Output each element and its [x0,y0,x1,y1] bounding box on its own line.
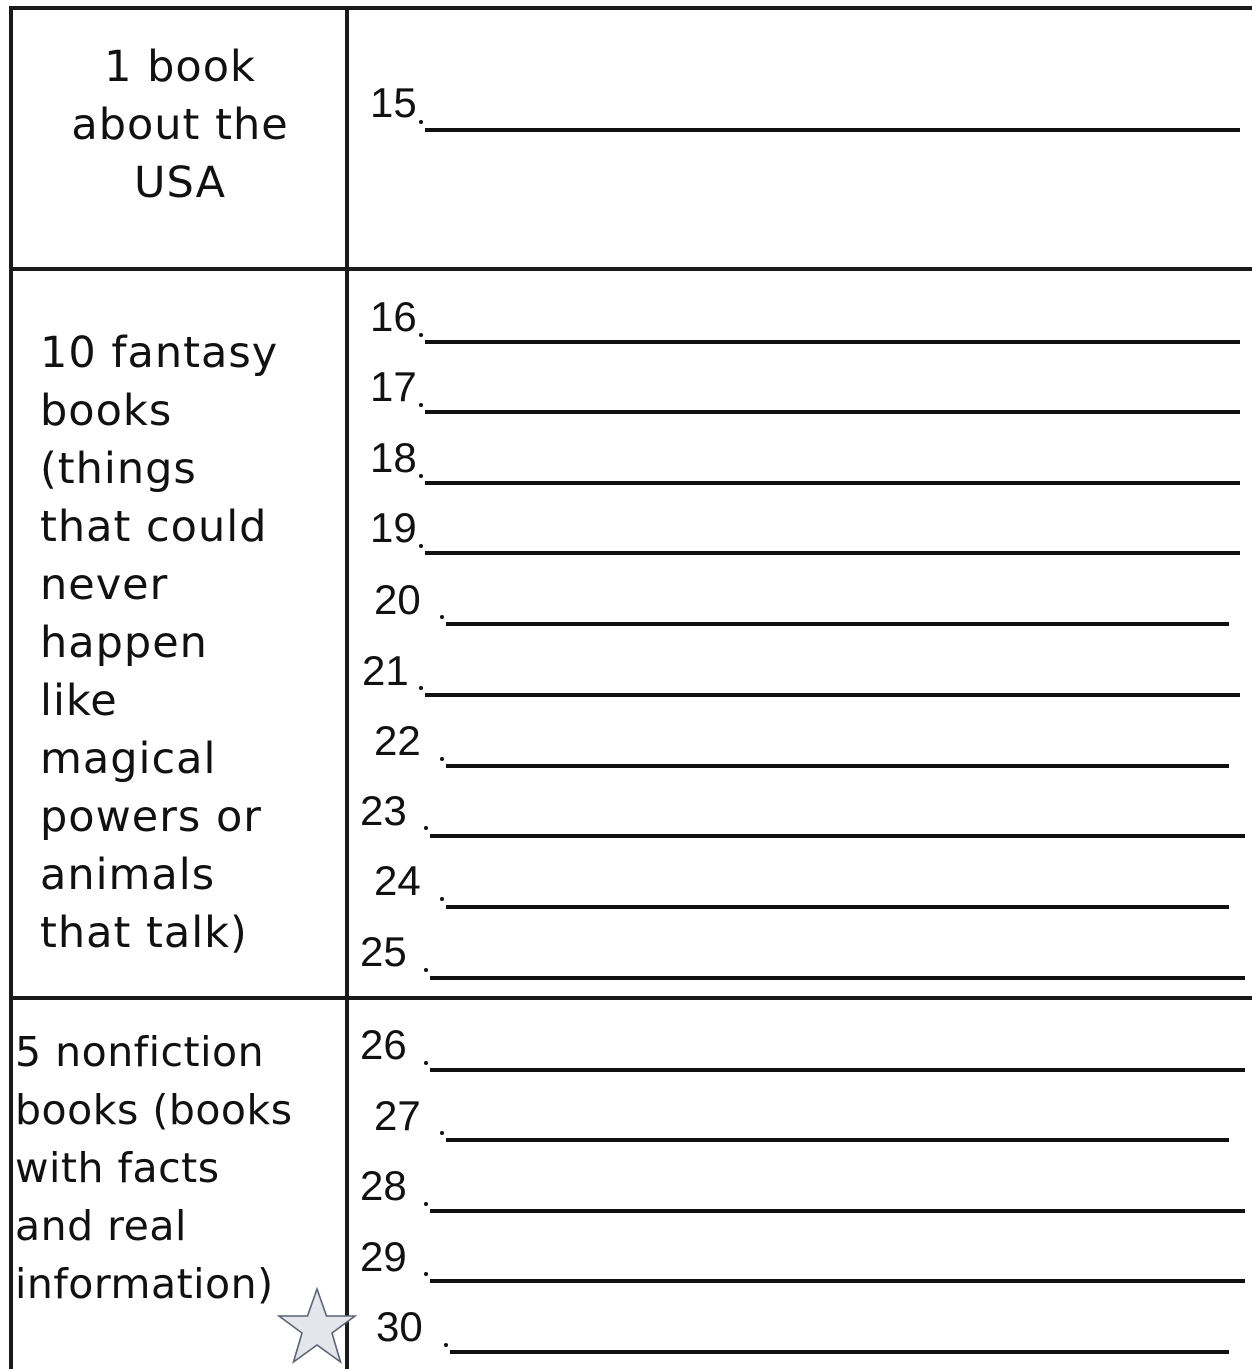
category-fantasy [40,324,340,962]
entry-write-line[interactable] [425,128,1240,132]
entry-write-line[interactable] [446,622,1229,626]
category-line: information) [15,1260,274,1308]
category-line: never [40,560,169,610]
table-top-border [9,6,1252,10]
entry-number: 23 [360,787,407,834]
entry-write-line[interactable] [425,551,1240,555]
entry-write-line[interactable] [430,1068,1245,1072]
entry-write-line[interactable] [430,976,1245,980]
entry-write-line[interactable] [425,693,1240,697]
category-line: 5 nonfiction [15,1028,265,1076]
entry-write-line[interactable] [425,481,1240,485]
row-divider-2 [9,996,1252,1000]
entry-number: 28 [360,1162,407,1209]
category-line: that could [40,502,268,552]
entry-dot [424,1202,428,1206]
category-line: animals [40,850,216,900]
column-divider [345,6,349,1369]
entry-number: 19 [370,504,417,551]
entry-number: 22 [374,717,421,764]
entry-dot [419,686,423,690]
entry-number: 26 [360,1021,407,1068]
entry-write-line[interactable] [430,1279,1245,1283]
table-left-border [9,6,13,1369]
entry-write-line[interactable] [430,834,1245,838]
entry-number: 25 [360,928,407,975]
category-line: 1 book [104,42,256,92]
entry-write-line[interactable] [450,1350,1229,1354]
entry-dot [440,897,444,901]
entry-dot [424,826,428,830]
entry-write-line[interactable] [425,410,1240,414]
star-icon [276,1286,358,1366]
category-usa [15,38,345,212]
category-line: magical [40,734,217,784]
entry-number: 18 [370,434,417,481]
entry-number: 27 [374,1092,421,1139]
entry-write-line[interactable] [430,1209,1245,1213]
entry-number: 15 [370,79,417,126]
entry-number: 29 [360,1233,407,1280]
entry-dot [419,403,423,407]
category-line: 10 fantasy [40,328,279,378]
category-line: books [40,386,173,436]
entry-write-line[interactable] [425,340,1240,344]
category-line: happen [40,618,208,668]
entry-number: 20 [374,576,421,623]
entry-write-line[interactable] [446,764,1229,768]
entry-number: 24 [374,857,421,904]
entry-dot [419,120,423,124]
entry-write-line[interactable] [446,1138,1229,1142]
entry-dot [440,615,444,619]
category-line: about the [71,100,289,150]
category-line: (things [40,444,197,494]
entry-write-line[interactable] [446,905,1229,909]
category-nonfiction [15,1023,345,1313]
entry-number: 16 [370,293,417,340]
entry-number: 30 [376,1303,423,1350]
entry-number: 17 [370,363,417,410]
entry-dot [440,757,444,761]
entry-dot [419,474,423,478]
entry-number: 21 [362,647,409,694]
category-line: like [40,676,118,726]
entry-dot [419,544,423,548]
category-line: books (books [15,1086,293,1134]
entry-dot [419,333,423,337]
row-divider-1 [9,267,1252,271]
category-line: powers or [40,792,262,842]
entry-dot [444,1343,448,1347]
category-line: that talk) [40,908,248,958]
entry-dot [424,1272,428,1276]
entry-dot [424,968,428,972]
entry-dot [424,1061,428,1065]
category-line: USA [134,158,226,208]
category-line: with facts [15,1144,220,1192]
entry-dot [440,1131,444,1135]
category-line: and real [15,1202,187,1250]
